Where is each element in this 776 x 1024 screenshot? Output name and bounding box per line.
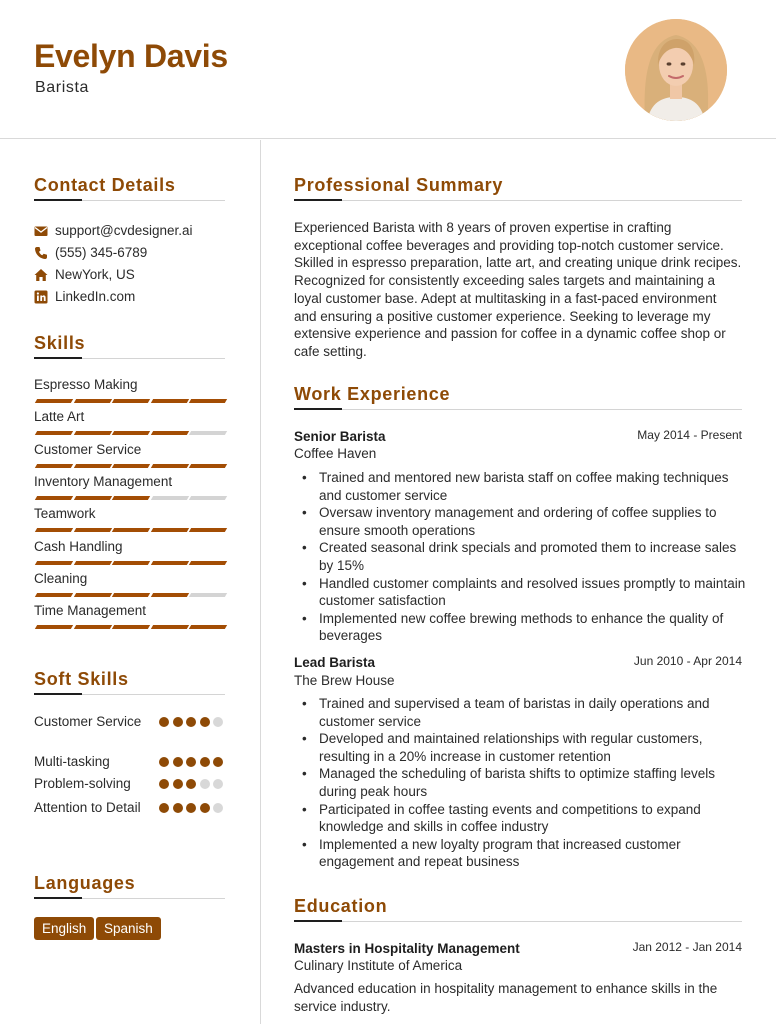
job-bullet: • Trained and mentored new barista staff on coffee making techniques and customer service bbox=[319, 469, 747, 504]
contact-linkedin[interactable] bbox=[34, 288, 234, 306]
skill-level-segment bbox=[35, 464, 73, 468]
job-company: The Brew House bbox=[294, 673, 395, 688]
soft-skill-dot bbox=[213, 757, 223, 767]
skill-level-bar bbox=[34, 399, 225, 403]
skill-level-segment bbox=[112, 561, 150, 565]
skill-name: Time Management bbox=[34, 603, 147, 619]
summary-section-rule bbox=[294, 200, 742, 201]
education-degree: Masters in Hospitality Management bbox=[294, 941, 520, 956]
job-bullet: • Trained and supervised a team of baristas in daily operations and customer service bbox=[319, 695, 747, 730]
contact-location-text: NewYork, US bbox=[55, 267, 135, 282]
soft-skill-dot bbox=[159, 779, 169, 789]
skill-level-segment bbox=[151, 496, 189, 500]
skill-level-segment bbox=[189, 625, 227, 629]
soft-skill-dot bbox=[213, 779, 223, 789]
job-dates: May 2014 - Present bbox=[637, 428, 742, 442]
education-description: Advanced education in hospitality management to enhance skills in the service industry. bbox=[294, 981, 718, 1014]
skill-level-segment bbox=[189, 593, 227, 597]
contact-email[interactable] bbox=[34, 222, 234, 240]
skill-level-segment bbox=[35, 431, 73, 435]
soft-skill-dot bbox=[173, 779, 183, 789]
skill-level-segment bbox=[73, 625, 111, 629]
job-bullets bbox=[319, 469, 747, 645]
candidate-title: Barista bbox=[35, 79, 89, 96]
contact-section-title: Contact Details bbox=[34, 175, 176, 195]
soft-skill-name: Multi-tasking bbox=[34, 754, 110, 769]
skill-level-segment bbox=[73, 496, 111, 500]
skill-level-segment bbox=[73, 593, 111, 597]
profile-photo bbox=[625, 19, 727, 121]
skill-level-segment bbox=[112, 593, 150, 597]
skill-level-bar bbox=[34, 593, 225, 597]
skill-level-segment bbox=[112, 464, 150, 468]
soft-skill-dot bbox=[159, 717, 169, 727]
skill-level-segment bbox=[189, 431, 227, 435]
job-company: Coffee Haven bbox=[294, 446, 377, 461]
soft-skill-dot bbox=[200, 803, 210, 813]
soft-skill-dot bbox=[159, 757, 169, 767]
soft-skill-dot bbox=[186, 803, 196, 813]
skill-name: Latte Art bbox=[34, 409, 85, 425]
soft-skill-dot bbox=[200, 757, 210, 767]
education-section-rule bbox=[294, 921, 742, 922]
skill-level-segment bbox=[189, 399, 227, 403]
soft-skill-dot bbox=[200, 779, 210, 789]
language-pill: English bbox=[34, 917, 94, 940]
skill-level-bar bbox=[34, 528, 225, 532]
linkedin-icon bbox=[34, 290, 48, 304]
skill-level-segment bbox=[189, 496, 227, 500]
soft-skill-dot bbox=[213, 717, 223, 727]
soft-skill-dot bbox=[173, 717, 183, 727]
contact-location bbox=[34, 266, 234, 284]
education-section-title: Education bbox=[294, 896, 388, 916]
contact-section-rule bbox=[34, 200, 225, 201]
skill-level-segment bbox=[35, 625, 73, 629]
phone-icon bbox=[34, 246, 48, 260]
job-bullet: • Handled customer complaints and resolved issues promptly to maintain customer satisfaction bbox=[319, 575, 747, 610]
soft-skill-dot bbox=[186, 717, 196, 727]
skill-name: Teamwork bbox=[34, 506, 96, 522]
skill-level-segment bbox=[112, 399, 150, 403]
skill-level-segment bbox=[73, 431, 111, 435]
skill-level-segment bbox=[112, 431, 150, 435]
skill-name: Espresso Making bbox=[34, 377, 138, 392]
skill-name: Cleaning bbox=[34, 570, 88, 586]
soft-skill-dot bbox=[186, 757, 196, 767]
skill-level-bar bbox=[34, 561, 225, 565]
languages-section-title: Languages bbox=[34, 873, 136, 893]
skill-level-segment bbox=[112, 625, 150, 629]
contact-linkedin-text: LinkedIn.com bbox=[55, 289, 136, 304]
education-school: Culinary Institute of America bbox=[294, 958, 463, 973]
job-bullets bbox=[319, 695, 747, 871]
skill-level-segment bbox=[35, 561, 73, 565]
skill-level-bar bbox=[34, 496, 225, 500]
education-dates: Jan 2012 - Jan 2014 bbox=[632, 940, 742, 954]
languages-section-rule bbox=[34, 898, 225, 899]
skill-level-segment bbox=[35, 593, 73, 597]
soft-skill-rating bbox=[159, 757, 229, 767]
skill-name: Inventory Management bbox=[34, 473, 173, 489]
column-divider bbox=[260, 140, 261, 1024]
profile-photo-illustration bbox=[625, 19, 727, 121]
job-bullet: • Participated in coffee tasting events and competitions to expand knowledge and skills in coffee industry bbox=[319, 801, 747, 836]
job-bullet: • Developed and maintained relationships with regular customers, resulting in a 20% increase in customer retention bbox=[319, 730, 747, 765]
skill-level-segment bbox=[73, 561, 111, 565]
soft-skill-dot bbox=[173, 803, 183, 813]
soft-skill-rating bbox=[159, 803, 229, 813]
skill-level-segment bbox=[189, 464, 227, 468]
skill-level-segment bbox=[189, 528, 227, 532]
resume-header bbox=[0, 0, 776, 139]
soft-skill-rating bbox=[159, 717, 229, 727]
skill-level-segment bbox=[35, 399, 73, 403]
soft-skill-name: Customer Service bbox=[34, 714, 142, 729]
contact-email-text: support@cvdesigner.ai bbox=[55, 223, 193, 238]
contact-phone[interactable] bbox=[34, 244, 234, 262]
soft-skill-dot bbox=[186, 779, 196, 789]
skill-level-segment bbox=[112, 528, 150, 532]
experience-section-rule bbox=[294, 409, 742, 410]
skill-level-bar bbox=[34, 431, 225, 435]
skill-level-segment bbox=[35, 496, 73, 500]
soft-skill-name: Problem-solving bbox=[34, 776, 131, 791]
soft-skill-name: Attention to Detail bbox=[34, 800, 141, 815]
summary-text: Experienced Barista with 8 years of proven expertise in crafting exceptional coffee beverages and providing top-notch customer service. Skilled in espresso preparation, latte art, and creating unique drink recipes. Recognized for consistently exceeding sales targets and maintaining a loyal customer base. Adept at multitasking in a fast-paced environment and ensuring a positive customer experience. Seeking to leverage my extensive experience and passion for coffee in a dynamic coffee shop or cafe setting. bbox=[294, 220, 742, 359]
skill-level-segment bbox=[151, 399, 189, 403]
soft-skill-dot bbox=[159, 803, 169, 813]
envelope-icon bbox=[34, 224, 48, 238]
skill-level-bar bbox=[34, 464, 225, 468]
skill-level-segment bbox=[73, 528, 111, 532]
skill-level-segment bbox=[151, 561, 189, 565]
soft-skill-dot bbox=[200, 717, 210, 727]
soft-skills-section-title: Soft Skills bbox=[34, 669, 129, 689]
skill-name: Cash Handling bbox=[34, 538, 123, 554]
skill-level-segment bbox=[151, 593, 189, 597]
skills-section-rule bbox=[34, 358, 225, 359]
soft-skill-rating bbox=[159, 779, 229, 789]
language-pill: Spanish bbox=[96, 917, 161, 940]
job-role: Lead Barista bbox=[294, 655, 376, 670]
soft-skills-section-rule bbox=[34, 694, 225, 695]
skill-level-segment bbox=[73, 464, 111, 468]
skill-level-segment bbox=[151, 528, 189, 532]
job-bullet: • Implemented new coffee brewing methods to enhance the quality of beverages bbox=[319, 610, 747, 645]
soft-skill-dot bbox=[213, 803, 223, 813]
home-icon bbox=[34, 268, 48, 282]
skills-section-title: Skills bbox=[34, 333, 86, 353]
candidate-name: Evelyn Davis bbox=[34, 38, 228, 74]
skill-level-bar bbox=[34, 625, 225, 629]
skill-level-segment bbox=[151, 431, 189, 435]
experience-section-title: Work Experience bbox=[294, 384, 451, 404]
skill-level-segment bbox=[112, 496, 150, 500]
soft-skill-dot bbox=[173, 757, 183, 767]
job-role: Senior Barista bbox=[294, 429, 386, 444]
skill-name: Customer Service bbox=[34, 441, 142, 457]
job-bullet: • Implemented a new loyalty program that increased customer engagement and repeat business bbox=[319, 836, 747, 871]
contact-phone-text: (555) 345-6789 bbox=[55, 245, 148, 260]
skill-level-segment bbox=[151, 625, 189, 629]
job-bullet: • Created seasonal drink specials and promoted them to increase sales by 15% bbox=[319, 539, 747, 574]
skill-level-segment bbox=[73, 399, 111, 403]
job-bullet: • Managed the scheduling of barista shifts to optimize staffing levels during peak hours bbox=[319, 765, 747, 800]
job-dates: Jun 2010 - Apr 2014 bbox=[633, 654, 742, 668]
skill-level-segment bbox=[35, 528, 73, 532]
skill-level-segment bbox=[151, 464, 189, 468]
job-bullet: • Oversaw inventory management and ordering of coffee supplies to ensure smooth operations bbox=[319, 504, 747, 539]
skill-level-segment bbox=[189, 561, 227, 565]
summary-section-title: Professional Summary bbox=[294, 175, 504, 195]
